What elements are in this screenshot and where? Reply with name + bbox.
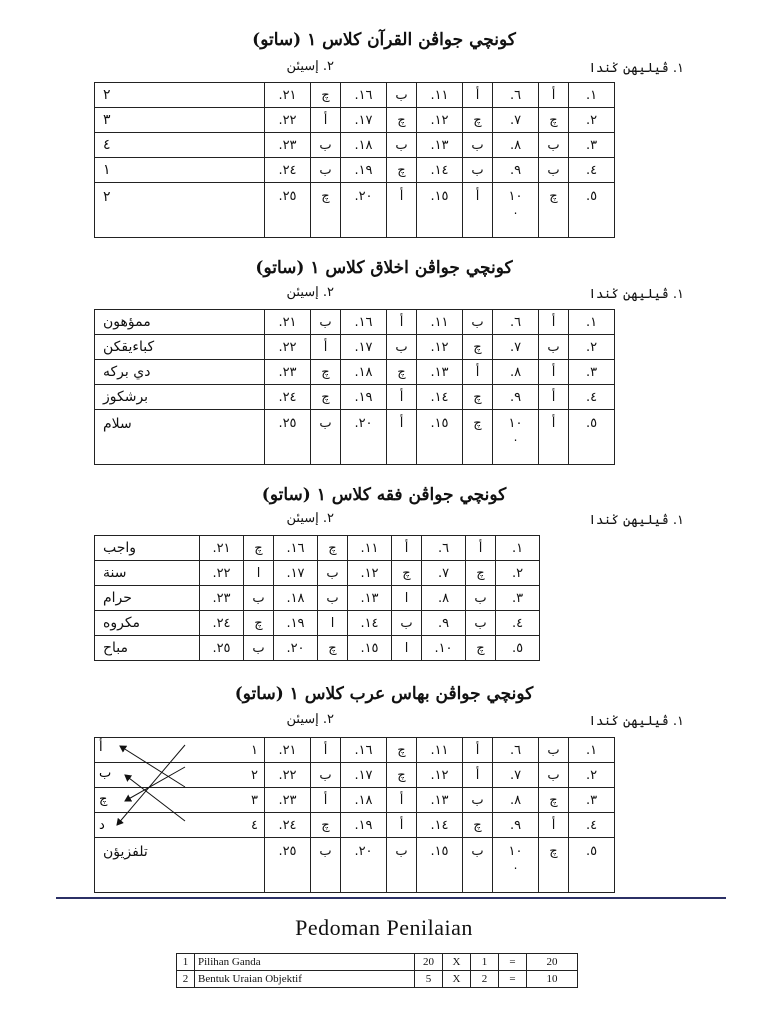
essay-answer: کباءيقکن [95,335,265,360]
table-row [95,838,615,893]
question-number: ١٩. [341,385,387,410]
match-letter: أ [99,740,103,755]
answer-cell: ب [539,158,569,183]
answer-cell: أ [311,738,341,763]
answer-cell: أ [539,310,569,335]
essay-label: ٢. إسيئن [286,59,334,74]
table-row [95,310,615,335]
question-number: ١. [496,536,540,561]
matching-cell: ١ [95,738,265,763]
essay-answer: سنة [95,561,200,586]
answer-cell: چ [466,636,496,661]
question-number: ٥. [496,636,540,661]
answer-cell: أ [539,385,569,410]
question-number: ١٤. [417,813,463,838]
answer-cell: أ [539,813,569,838]
question-number: ٨. [493,133,539,158]
question-number: ١٣. [348,586,392,611]
question-number: ١٦. [341,738,387,763]
question-number: ٢٠. [341,838,387,893]
answer-cell: ب [318,586,348,611]
answer-cell: چ [463,108,493,133]
match-letter: چ [99,792,108,807]
equals-sign: = [499,954,527,971]
answer-cell: ا [392,586,422,611]
question-number: ١٨. [341,360,387,385]
question-number: ١٨. [341,133,387,158]
answer-key-table [94,535,540,661]
question-number: ١٦. [274,536,318,561]
question-number: ١. [569,310,615,335]
question-number: ٤. [569,385,615,410]
essay-answer: مباح [95,636,200,661]
question-number: ١٠ . [493,183,539,238]
answer-cell: چ [539,183,569,238]
question-number: ٣. [569,788,615,813]
question-number: ٨. [493,788,539,813]
answer-cell: ب [311,763,341,788]
answer-cell: ب [539,133,569,158]
question-number: ١٨. [341,788,387,813]
essay-answer: ٣ [95,108,265,133]
question-number: ١٩. [341,158,387,183]
question-number: ١١. [417,310,463,335]
answer-cell: چ [311,813,341,838]
multiply-sign: X [443,971,471,988]
answer-cell: چ [244,611,274,636]
table-row [95,536,540,561]
question-number: ١٥. [348,636,392,661]
question-number: ٢. [569,108,615,133]
question-number: ٢٢. [265,763,311,788]
answer-cell: ب [311,158,341,183]
table-row [95,561,540,586]
question-number: ٢٤. [265,158,311,183]
answer-cell: چ [539,838,569,893]
row-number: 2 [177,971,195,988]
question-number: ١٤. [417,385,463,410]
question-number: ١٢. [417,108,463,133]
question-number: ٧. [493,763,539,788]
answer-cell: ا [318,611,348,636]
answer-cell: چ [311,360,341,385]
table-row [95,183,615,238]
question-number: ٢٣. [200,586,244,611]
question-number: ٢١. [265,310,311,335]
question-number: ٢٤. [265,385,311,410]
match-letter: ب [99,766,112,781]
question-number: ١. [569,83,615,108]
item-total: 20 [527,954,578,971]
answer-cell: ب [387,83,417,108]
question-number: ٤. [569,158,615,183]
question-number: ١٠ . [493,838,539,893]
question-number: ٩. [493,158,539,183]
question-number: ٢١. [265,738,311,763]
answer-cell: أ [387,410,417,465]
section-title: کونچي جواڤن اخلاق کلاس ١ (ساتو) [255,258,513,278]
question-number: ٥. [569,183,615,238]
item-label: Pilihan Ganda [195,954,415,971]
table-row [95,360,615,385]
answer-cell: چ [463,335,493,360]
table-row [95,133,615,158]
answer-cell: ب [463,838,493,893]
essay-answer: ممؤهون [95,310,265,335]
answer-cell: چ [311,83,341,108]
question-number: ١٢. [417,763,463,788]
question-number: ٣. [569,133,615,158]
question-number: ٢٠. [341,410,387,465]
question-number: ٢٣. [265,360,311,385]
question-number: ٨. [493,360,539,385]
question-number: ١١. [348,536,392,561]
section-divider [56,897,726,899]
answer-cell: ب [311,310,341,335]
essay-answer: تلفزيؤن [95,838,265,893]
table-row [95,385,615,410]
answer-cell: چ [318,536,348,561]
essay-answer: دي برکه [95,360,265,385]
answer-cell: ب [463,310,493,335]
answer-cell: چ [387,108,417,133]
answer-cell: چ [318,636,348,661]
answer-cell: چ [539,108,569,133]
question-number: ٢١. [200,536,244,561]
answer-cell: ب [244,586,274,611]
question-number: ٧. [493,108,539,133]
answer-cell: أ [539,410,569,465]
item-count: 5 [415,971,443,988]
question-number: ١٥. [417,410,463,465]
question-number: ١٢. [348,561,392,586]
answer-cell: ب [466,586,496,611]
answer-cell: چ [539,788,569,813]
match-arrow [125,767,185,801]
question-number: ٢٤. [200,611,244,636]
question-number: ١٧. [274,561,318,586]
answer-cell: أ [463,360,493,385]
question-number: ٩. [493,385,539,410]
item-weight: 1 [471,954,499,971]
question-number: ٢٤. [265,813,311,838]
question-number: ١٧. [341,763,387,788]
question-number: ١٤. [348,611,392,636]
essay-label: ٢. إسيئن [286,712,334,727]
answer-key-table [94,309,615,465]
table-row [177,954,578,971]
answer-cell: أ [387,310,417,335]
answer-cell: ب [539,335,569,360]
answer-cell: أ [463,83,493,108]
multiple-choice-label: ١. ڤيليهن ݢندا [588,61,684,76]
question-number: ١١. [417,738,463,763]
answer-cell: أ [311,108,341,133]
row-number: 1 [177,954,195,971]
table-row [177,971,578,988]
matching-arrows [95,737,205,837]
item-weight: 2 [471,971,499,988]
question-number: ٦. [493,738,539,763]
question-number: ١٥. [417,183,463,238]
section-title: کونچي جواڤن فقه کلاس ١ (ساتو) [261,485,507,505]
answer-cell: أ [463,183,493,238]
answer-key-table [94,82,615,238]
question-number: ٣. [569,360,615,385]
match-arrow [120,746,185,787]
answer-cell: ب [311,410,341,465]
item-label: Bentuk Uraian Objektif [195,971,415,988]
answer-cell: ب [463,788,493,813]
answer-cell: ب [463,158,493,183]
question-number: ٦. [422,536,466,561]
question-number: ٧. [493,335,539,360]
answer-cell: أ [387,385,417,410]
answer-cell: ب [387,133,417,158]
essay-answer: مکروه [95,611,200,636]
answer-cell: چ [387,158,417,183]
table-row [95,108,615,133]
essay-answer: ٢ [95,183,265,238]
answer-cell: چ [463,410,493,465]
question-number: ١٦. [341,310,387,335]
answer-cell: أ [387,788,417,813]
question-number: ١٣. [417,788,463,813]
answer-cell: چ [387,360,417,385]
question-number: ٢٣. [265,788,311,813]
question-number: ٢٣. [265,133,311,158]
essay-answer: ٢ [95,83,265,108]
question-number: ٣. [496,586,540,611]
multiple-choice-label: ١. ڤيليهن ݢندا [588,287,684,302]
question-number: ٢٢. [200,561,244,586]
answer-cell: أ [392,536,422,561]
matching-cell: ٣ [95,788,265,813]
answer-cell: أ [539,360,569,385]
question-number: ٢. [496,561,540,586]
question-number: ٦. [493,310,539,335]
answer-cell: چ [387,763,417,788]
table-row [95,586,540,611]
multiply-sign: X [443,954,471,971]
table-row [95,335,615,360]
question-number: ١٣. [417,360,463,385]
answer-cell: ب [318,561,348,586]
answer-cell: چ [244,536,274,561]
answer-cell: چ [311,183,341,238]
question-number: ١٤. [417,158,463,183]
item-total: 10 [527,971,578,988]
question-number: ١٩. [274,611,318,636]
table-row [95,410,615,465]
answer-cell: چ [466,561,496,586]
answer-cell: أ [539,83,569,108]
multiple-choice-label: ١. ڤيليهن ݢندا [588,513,684,528]
matching-cell: ٤ [95,813,265,838]
question-number: ٢٠. [274,636,318,661]
question-number: ٦. [493,83,539,108]
answer-cell: أ [463,763,493,788]
question-number: ١٦. [341,83,387,108]
question-number: ١٢. [417,335,463,360]
question-number: ٢١. [265,83,311,108]
grading-table [176,953,578,988]
answer-cell: أ [387,813,417,838]
answer-cell: ب [311,133,341,158]
answer-cell: چ [311,385,341,410]
answer-cell: ا [244,561,274,586]
essay-answer: واجب [95,536,200,561]
question-number: ٢٢. [265,335,311,360]
matching-cell: ٢ [95,763,265,788]
answer-cell: ب [387,838,417,893]
question-number: ١٠. [422,636,466,661]
answer-cell: ب [311,838,341,893]
answer-cell: ب [392,611,422,636]
question-number: ٧. [422,561,466,586]
answer-cell: أ [387,183,417,238]
question-number: ٢٥. [265,410,311,465]
question-number: ٢٢. [265,108,311,133]
question-number: ٢. [569,335,615,360]
question-number: ١٧. [341,108,387,133]
table-row [95,83,615,108]
answer-cell: ب [539,763,569,788]
question-number: ٢٥. [265,183,311,238]
essay-label: ٢. إسيئن [286,285,334,300]
equals-sign: = [499,971,527,988]
question-number: ١٣. [417,133,463,158]
question-number: ١٥. [417,838,463,893]
question-number: ١٠ . [493,410,539,465]
answer-cell: ب [463,133,493,158]
answer-cell: چ [463,813,493,838]
multiple-choice-label: ١. ڤيليهن ݢندا [588,714,684,729]
question-number: ٩. [493,813,539,838]
question-number: ٨. [422,586,466,611]
question-number: ١. [569,738,615,763]
answer-cell: أ [463,738,493,763]
question-number: ١١. [417,83,463,108]
table-row [95,636,540,661]
answer-cell: ب [244,636,274,661]
section-title: کونچي جواڤن القرآن کلاس ١ (ساتو) [252,30,516,50]
question-number: ٩. [422,611,466,636]
answer-cell: ا [392,636,422,661]
essay-answer: برشکوز [95,385,265,410]
answer-cell: ب [539,738,569,763]
match-letter: د [99,818,105,833]
answer-cell: أ [311,788,341,813]
essay-answer: ١ [95,158,265,183]
question-number: ١٧. [341,335,387,360]
section-title: کونچي جواڤن بهاس عرب کلاس ١ (ساتو) [234,684,534,704]
item-count: 20 [415,954,443,971]
answer-cell: ب [466,611,496,636]
answer-cell: أ [466,536,496,561]
essay-answer: ٤ [95,133,265,158]
question-number: ١٨. [274,586,318,611]
essay-answer: حرام [95,586,200,611]
question-number: ٢. [569,763,615,788]
answer-cell: چ [387,738,417,763]
question-number: ٢٥. [265,838,311,893]
answer-cell: أ [311,335,341,360]
answer-cell: چ [392,561,422,586]
answer-cell: چ [463,385,493,410]
question-number: ٤. [496,611,540,636]
question-number: ٥. [569,838,615,893]
question-number: ٥. [569,410,615,465]
essay-answer: سلام [95,410,265,465]
question-number: ٢٠. [341,183,387,238]
question-number: ١٩. [341,813,387,838]
table-row [95,611,540,636]
grading-title: Pedoman Penilaian [295,915,473,940]
answer-cell: ب [387,335,417,360]
question-number: ٢٥. [200,636,244,661]
table-row [95,158,615,183]
question-number: ٤. [569,813,615,838]
essay-label: ٢. إسيئن [286,511,334,526]
